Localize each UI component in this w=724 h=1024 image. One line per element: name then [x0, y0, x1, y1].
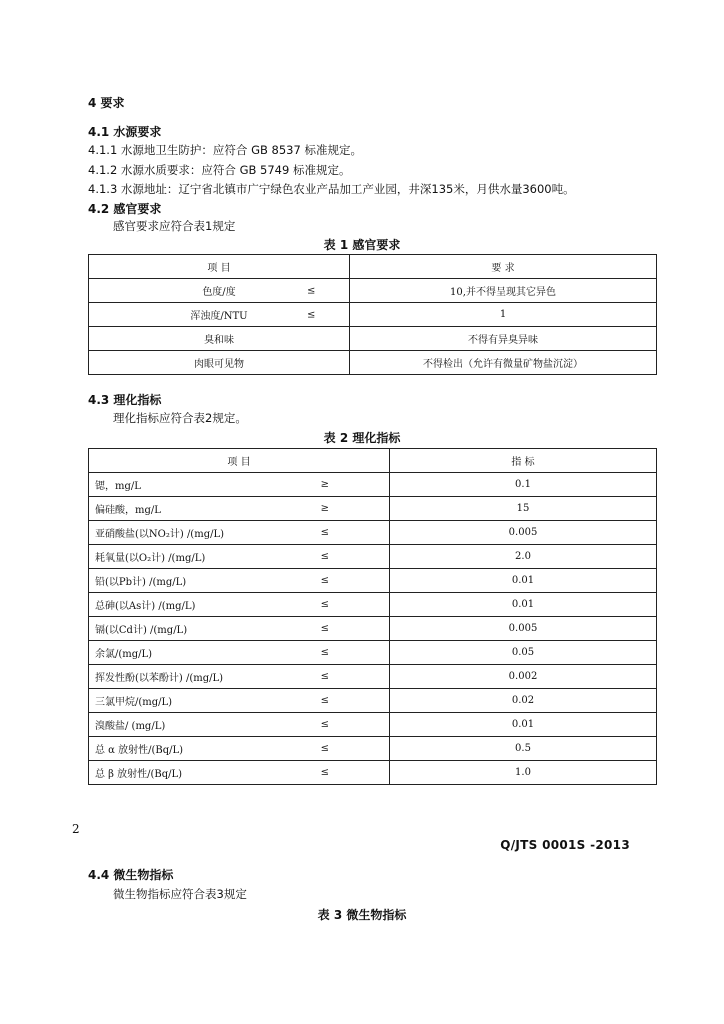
item-name: 浑浊度/NTU: [190, 311, 248, 322]
table-header-row: [89, 449, 657, 473]
comparison-symbol: ≤: [257, 569, 390, 593]
section-4-1-2: 4.1.2 水源水质要求：应符合 GB 5749 标准规定。: [88, 163, 351, 177]
table-row: [89, 545, 657, 569]
section-4-heading: 4 要求: [88, 96, 125, 110]
item-requirement: 1: [350, 303, 657, 327]
item-value: 0.005: [390, 521, 657, 545]
section-4-2-heading: 4.2 感官要求: [88, 202, 162, 216]
item-requirement: 不得检出（允许有微量矿物盐沉淀）: [350, 351, 657, 375]
item-name: 余氯/(mg/L): [89, 641, 257, 665]
comparison-symbol: ≥: [257, 473, 390, 497]
item-name: 臭和味: [89, 327, 350, 351]
item-value: 15: [390, 497, 657, 521]
item-name: 色度/度: [202, 287, 236, 298]
item-name: 三氯甲烷/(mg/L): [89, 689, 257, 713]
table-row: [89, 569, 657, 593]
table-row: [89, 641, 657, 665]
comparison-symbol: ≤: [257, 737, 390, 761]
item-name: 总 α 放射性/(Bq/L): [89, 737, 257, 761]
table-2-physicochemical: [88, 448, 657, 785]
item-value: 0.02: [390, 689, 657, 713]
table-header-row: [89, 255, 657, 279]
table-1-sensory: [88, 254, 657, 375]
item-name: 总 β 放射性/(Bq/L): [89, 761, 257, 785]
item-value: 2.0: [390, 545, 657, 569]
item-name: 总砷(以As计) /(mg/L): [89, 593, 257, 617]
table-row: [89, 327, 657, 351]
comparison-symbol: ≤: [257, 713, 390, 737]
item-name: 镉(以Cd计) /(mg/L): [89, 617, 257, 641]
comparison-symbol: ≤: [307, 285, 316, 296]
item-name: 锶，mg/L: [89, 473, 257, 497]
table-3-caption: 表 3 微生物指标: [317, 908, 407, 922]
table-row: [89, 303, 657, 327]
item-name: 挥发性酚(以苯酚计) /(mg/L): [89, 665, 257, 689]
item-name: 铅(以Pb计) /(mg/L): [89, 569, 257, 593]
table-row: [89, 351, 657, 375]
item-value: 0.002: [390, 665, 657, 689]
comparison-symbol: ≤: [257, 689, 390, 713]
section-4-1-heading: 4.1 水源要求: [88, 125, 162, 139]
column-header: 要 求: [350, 255, 657, 279]
section-4-3-heading: 4.3 理化指标: [88, 393, 162, 407]
comparison-symbol: ≤: [257, 593, 390, 617]
table-2-caption: 表 2 理化指标: [323, 431, 401, 445]
item-value: 0.05: [390, 641, 657, 665]
item-value: 1.0: [390, 761, 657, 785]
table-2-body: [89, 473, 657, 785]
item-name: 亚硝酸盐(以NO₂计) /(mg/L): [89, 521, 257, 545]
item-value: 0.1: [390, 473, 657, 497]
page-number: 2: [72, 822, 80, 836]
comparison-symbol: ≥: [257, 497, 390, 521]
comparison-symbol: ≤: [257, 761, 390, 785]
comparison-symbol: ≤: [257, 545, 390, 569]
item-value: 0.005: [390, 617, 657, 641]
item-name: 偏硅酸，mg/L: [89, 497, 257, 521]
table-row: [89, 713, 657, 737]
table-row: [89, 279, 657, 303]
table-row: [89, 689, 657, 713]
table-row: [89, 521, 657, 545]
column-header: 项 目: [89, 449, 390, 473]
item-requirement: 10,并不得呈现其它异色: [350, 279, 657, 303]
comparison-symbol: ≤: [307, 309, 316, 320]
item-requirement: 不得有异臭异味: [350, 327, 657, 351]
table-row: [89, 593, 657, 617]
item-value: 0.01: [390, 593, 657, 617]
column-header: 项 目: [89, 255, 350, 279]
table-row: [89, 497, 657, 521]
comparison-symbol: ≤: [257, 617, 390, 641]
standard-code: Q/JTS 0001S -2013: [500, 838, 630, 852]
section-4-2-text: 感官要求应符合表1规定: [113, 219, 236, 233]
section-4-4-heading: 4.4 微生物指标: [88, 868, 174, 882]
section-4-3-text: 理化指标应符合表2规定。: [113, 411, 247, 425]
comparison-symbol: ≤: [257, 521, 390, 545]
section-4-4-text: 微生物指标应符合表3规定: [113, 887, 247, 901]
table-row: [89, 617, 657, 641]
table-row: [89, 737, 657, 761]
item-value: 0.01: [390, 569, 657, 593]
section-4-1-1: 4.1.1 水源地卫生防护：应符合 GB 8537 标准规定。: [88, 143, 362, 157]
item-name: 溴酸盐/ (mg/L): [89, 713, 257, 737]
item-value: 0.5: [390, 737, 657, 761]
table-row: [89, 761, 657, 785]
comparison-symbol: ≤: [257, 641, 390, 665]
column-header: 指 标: [390, 449, 657, 473]
item-name: 肉眼可见物: [89, 351, 350, 375]
comparison-symbol: ≤: [257, 665, 390, 689]
item-value: 0.01: [390, 713, 657, 737]
item-name: 耗氧量(以O₂计) /(mg/L): [89, 545, 257, 569]
section-4-1-3: 4.1.3 水源地址：辽宁省北镇市广宁绿色农业产品加工产业园，井深135米，月供水量3600吨。: [88, 182, 575, 196]
table-1-caption: 表 1 感官要求: [323, 238, 401, 252]
table-row: [89, 473, 657, 497]
table-row: [89, 665, 657, 689]
